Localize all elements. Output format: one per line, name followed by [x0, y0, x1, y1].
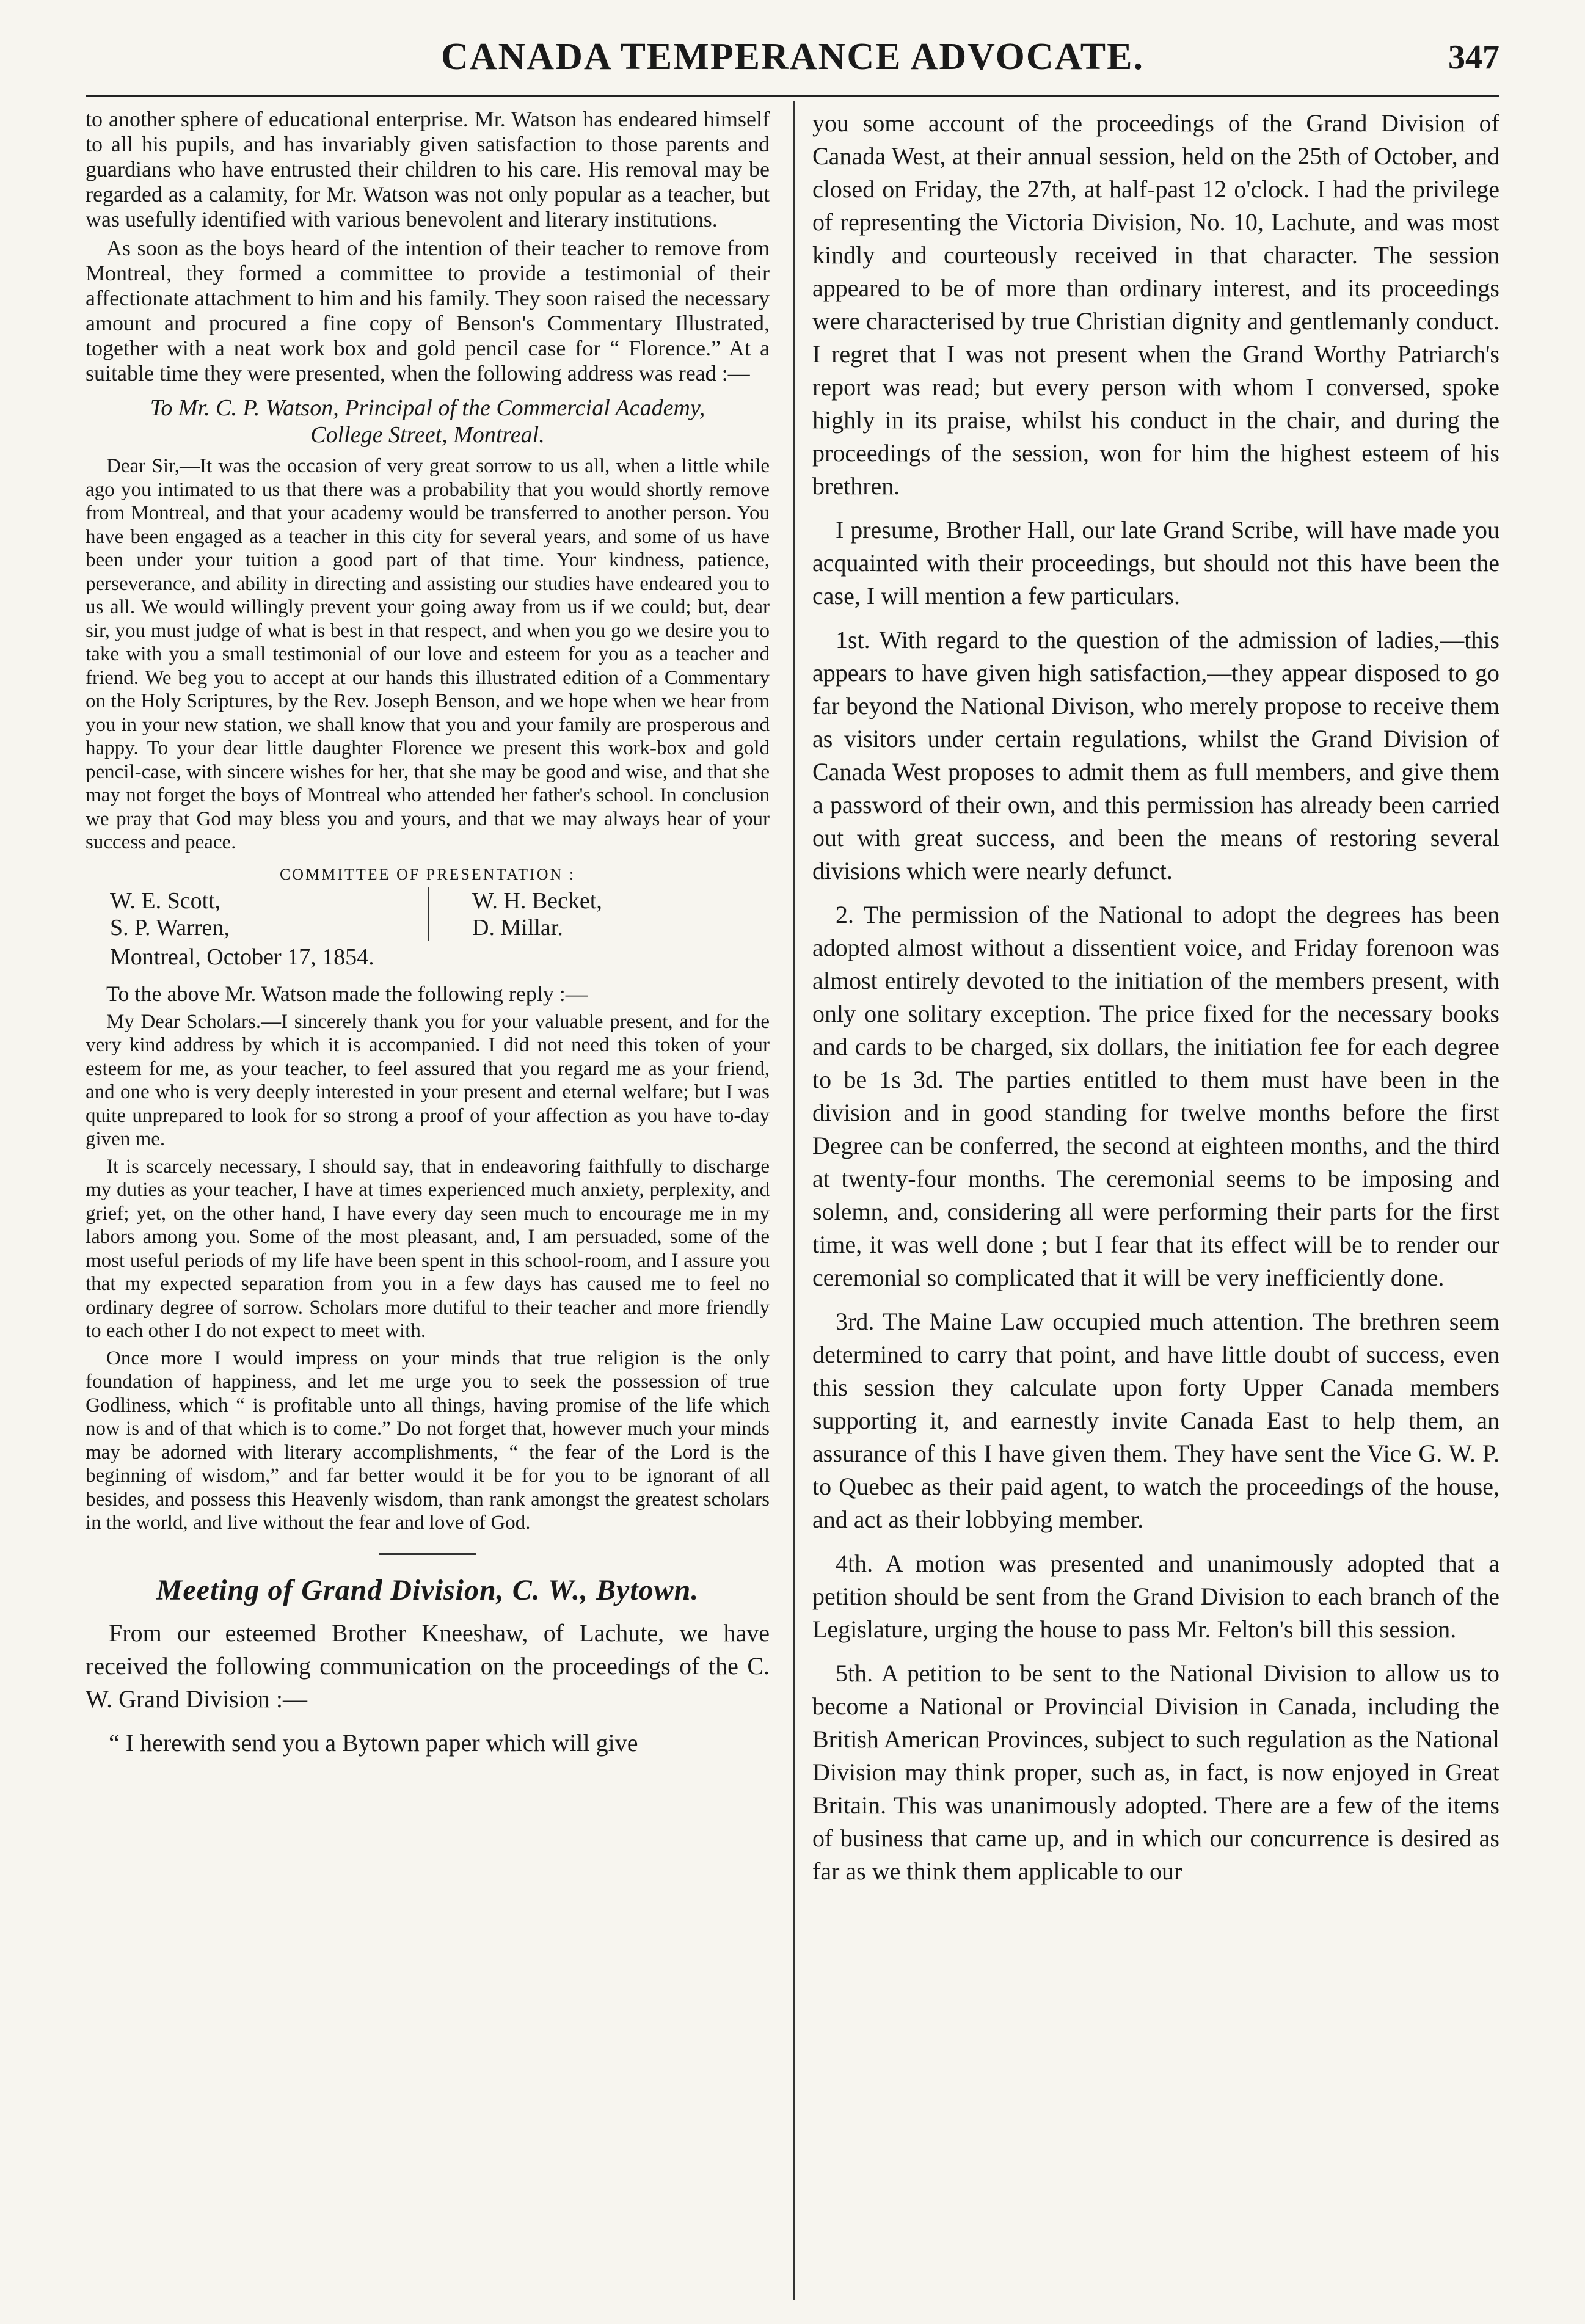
body-paragraph: 1st. With regard to the question of the admission of ladies,—this appears to have given high satisfaction,—they appear disposed to go far beyond the National Divison, who merely propose to receive them as visitors under certain regulations, whilst the Grand Division of Canada West proposes to admit them as full members, and give them a password of their own, and this permission has already been carried out with great success, and been the means of restoring several divisions which were nearly defunct. [812, 626, 1499, 884]
reply-intro: To the above Mr. Watson made the following reply :— [106, 981, 588, 1006]
running-title: CANADA TEMPERANCE ADVOCATE. [440, 36, 1145, 78]
page-header [86, 35, 1499, 97]
place-date: Montreal, October 17, 1854. [110, 944, 374, 970]
address-line: College Street, Montreal. [310, 422, 545, 448]
committee-member: W. H. Becket, [472, 887, 602, 914]
committee-member: S. P. Warren, [110, 914, 230, 941]
body-paragraph: 2. The permission of the National to adopt the degrees has been adopted almost without a dissentient voice, and Friday forenoon was almost entirely devoted to the initiation of the members present, with only one solitary exception. The price fixed for the necessary books and cards to be charged, six dollars, the initiation fee for each degree to be 1s 3d. The parties entitled to them must have been in the division and in good standing for twelve months before the first Degree can be conferred, the second at eighteen months, and the third at twenty-four months. The ceremonial seems to be imposing and solemn, and, considering all were performing their parts for the first time, it was well done ; but I fear that its effect will be to render our ceremonial so complicated that it will be very inefficiently done. [812, 901, 1499, 1291]
intro-paragraph: As soon as the boys heard of the intention of their teacher to remove from Montreal, they formed a committee to provide a testimonial of their affectionate attachment to him and his family. They soon raised the necessary amount and procured a fine copy of Benson's Commentary Illustrated, together with a neat work box and gold pencil case for “ Florence.” At a suitable time they were presented, when the following address was read :— [86, 236, 770, 385]
section-paragraph: From our esteemed Brother Kneeshaw, of Lachute, we have received the following communication on the proceedings of the C. W. Grand Division :— [86, 1619, 770, 1713]
letter-address [86, 395, 770, 448]
body-paragraph: 4th. A motion was presented and unanimously adopted that a petition should be sent from the Grand Division to each branch of the Legislature, urging the house to pass Mr. Felton's bill this session. [812, 1550, 1499, 1643]
intro-paragraph: to another sphere of educational enterprise. Mr. Watson has endeared himself to all his pupils, and has invariably given satisfaction to those parents and guardians who have entrusted their children to his care. His removal may be regarded as a calamity, for Mr. Watson was not only popular as a teacher, but was usefully identified with various benevolent and literary institutions. [86, 107, 770, 231]
committee-left [86, 887, 428, 941]
header-rule [86, 95, 1499, 97]
body-paragraph: you some account of the proceedings of the Grand Division of Canada West, at their annual session, held on the 25th of October, and closed on Friday, the 27th, at half-past 12 o'clock. I had the privilege of representing the Victoria Division, No. 10, Lachute, and was most kindly and courteously received in that character. The session appeared to be of more than ordinary interest, and its proceedings were characterised by true Christian dignity and gentlemanly conduct. I regret that I was not present when the Grand Worthy Patriarch's report was read; but every person with whom I conversed, spoke highly in its praise, whilst his conduct in the chair, and during the proceedings of the session, won for him the highest esteem of his brethren. [812, 109, 1499, 500]
right-column [812, 107, 1499, 1899]
reply-paragraph: My Dear Scholars.—I sincerely thank you for your valuable present, and for the very kind address by which it is accompanied. I did not need this token of your esteem for me, as your teacher, to feel assured that you regard me as your friend, and one who is very deeply interested in your present and eternal welfare; but I was quite unprepared to look for so strong a proof of your affection as you have to-day given me. [86, 1010, 770, 1150]
reply-paragraph: Once more I would impress on your minds that true religion is the only foundation of happiness, and let me urge you to seek the possession of true Godliness, which “ is profitable unto all things, having promise of the life which now is and of that which is to come.” Do not forget that, however much your minds may be adorned with literary accomplishments, “ the fear of the Lord is the beginning of wisdom,” and far better would it be for you to be ignorant of all besides, and possess this Heavenly wisdom, than rank amongst the greatest scholars in the world, and live without the fear and love of God. [86, 1347, 770, 1534]
left-column [86, 107, 770, 1771]
column-divider [793, 101, 795, 2300]
section-rule [379, 1553, 476, 1555]
committee-member: D. Millar. [472, 914, 563, 941]
committee-heading: COMMITTEE OF PRESENTATION : [279, 865, 576, 883]
body-paragraph: 5th. A petition to be sent to the National Division to allow us to become a National or Provincial Division in Canada, including the British American Provinces, subject to such regulation as the National Division may think proper, such as, in fact, is now enjoyed in Great Britain. This was unanimously adopted. There are a few of the items of business that came up, and in which our concurrence is desired as far as we think them applicable to our [812, 1659, 1499, 1885]
committee-member: W. E. Scott, [110, 887, 221, 914]
letter-paragraph: Dear Sir,—It was the occasion of very great sorrow to us all, when a little while ago you intimated to us that there was a probability that you would shortly remove from Montreal, and that your academy would be transferred to another person. You have been engaged as a teacher in this city for several years, and some of us have been under your tuition a good part of that time. Your kindness, patience, perseverance, and ability in directing and assisting our studies have endeared you to us all. We would willingly prevent your going away from us if we could; but, dear sir, you must judge of what is best in that respect, and when you go we desire you to take with you a small testimonial of our love and esteem for you as a teacher and friend. We beg you to accept at our hands this illustrated edition of a Commentary on the Holy Scriptures, by the Rev. Joseph Benson, and we hope when we hear from you in your new station, we shall know that you and your family are prosperous and happy. To your dear little daughter Florence we present this work-box and gold pencil-case, with sincere wishes for her, that she may be good and wise, and that she may not forget the boys of Montreal who attended her father's school. In conclusion we pray that God may bless you and yours, and that we may always hear of your success and peace. [86, 455, 770, 853]
body-paragraph: I presume, Brother Hall, our late Grand Scribe, will have made you acquainted with their proceedings, but should not this have been the case, I will mention a few particulars. [812, 516, 1499, 610]
page-number: 347 [1448, 38, 1499, 76]
committee-list [86, 887, 770, 941]
body-paragraph: 3rd. The Maine Law occupied much attention. The brethren seem determined to carry that point, and have little doubt of success, even this session they calculate upon forty Upper Canada members supporting it, and earnestly invite Canada East to help them, an assurance of this I have given them. They have sent the Vice G. W. P. to Quebec as their paid agent, to watch the proceedings of the house, and act as their lobbying member. [812, 1308, 1499, 1533]
section-title: Meeting of Grand Division, C. W., Bytown. [156, 1573, 699, 1606]
address-line: To Mr. C. P. Watson, Principal of the Commercial Academy, [150, 395, 705, 421]
committee-right [428, 887, 770, 941]
reply-paragraph: It is scarcely necessary, I should say, that in endeavoring faithfully to discharge my duties as your teacher, I have at times experienced much anxiety, perplexity, and grief; yet, on the other hand, I have every day seen much to encourage me in my labors among you. Some of the most pleasant, and, I am persuaded, some of the most useful periods of my life have been spent in this school-room, and I assure you that my expected separation from you in a few days has caused me to feel no ordinary degree of sorrow. Scholars more dutiful to their teacher and more friendly to each other I do not expect to meet with. [86, 1155, 770, 1342]
section-paragraph: “ I herewith send you a Bytown paper which will give [109, 1728, 638, 1757]
